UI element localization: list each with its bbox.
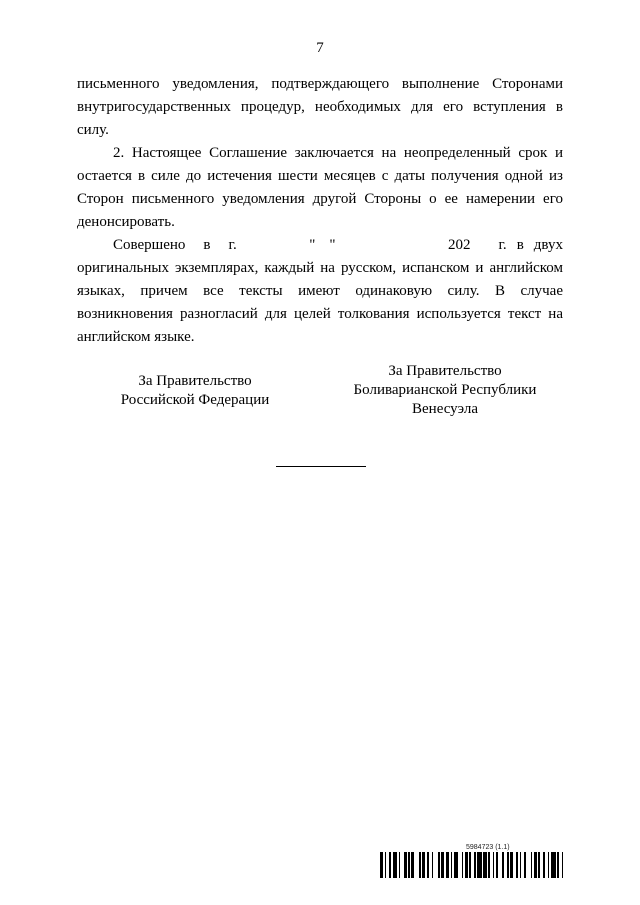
- text-line: письменного уведомления, подтверждающего выполнение Сторонами: [77, 76, 563, 92]
- barcode-bar: [563, 852, 565, 878]
- signature-line: За Правительство: [138, 373, 252, 389]
- paragraph-done-at: [77, 234, 563, 349]
- text-line: внутригосударственных процедур, необходимых для его вступления в: [77, 99, 563, 115]
- barcode-id: 5984723 (1.1): [466, 844, 510, 851]
- page-number: 7: [316, 40, 324, 56]
- separator-line: [276, 466, 366, 467]
- text-line: остается в силе до истечения шести месяцев с даты получения одной из: [77, 168, 563, 184]
- word: в: [516, 237, 524, 253]
- signature-line: Боливарианской Республики: [353, 382, 537, 398]
- text-line: Сторон письменного уведомления другой Стороны о ее намерении его: [77, 191, 563, 207]
- text-line: языках, причем все тексты имеют одинаковую силу. В случае: [77, 283, 563, 299]
- word: г.: [498, 237, 507, 253]
- barcode-image: [380, 852, 566, 878]
- signature-block-russia: [100, 372, 290, 410]
- text-line: 2. Настоящее Соглашение заключается на неопределенный срок и: [113, 145, 563, 161]
- quote-open: ": [309, 237, 316, 253]
- text-line: английском языке.: [77, 329, 195, 345]
- year: 202: [447, 237, 471, 253]
- signature-line: За Правительство: [388, 363, 502, 379]
- quote-close: ": [329, 237, 336, 253]
- paragraph-continuation: [77, 73, 563, 142]
- paragraph-term-clause: [77, 142, 563, 234]
- word: двух: [533, 237, 563, 253]
- text-line: денонсировать.: [77, 214, 175, 230]
- word: г.: [228, 237, 237, 253]
- signature-line: Венесуэла: [412, 401, 478, 417]
- text-line: оригинальных экземплярах, каждый на русском, испанском и английском: [77, 260, 563, 276]
- signature-line: Российской Федерации: [120, 392, 270, 408]
- signature-block-venezuela: [330, 362, 560, 419]
- text-line: силу.: [77, 122, 109, 138]
- text-line: возникновения разногласий для целей толкования используется текст на: [77, 306, 563, 322]
- text-line-done-at: [77, 234, 563, 257]
- word: в: [203, 237, 211, 253]
- word: Совершено: [113, 237, 186, 253]
